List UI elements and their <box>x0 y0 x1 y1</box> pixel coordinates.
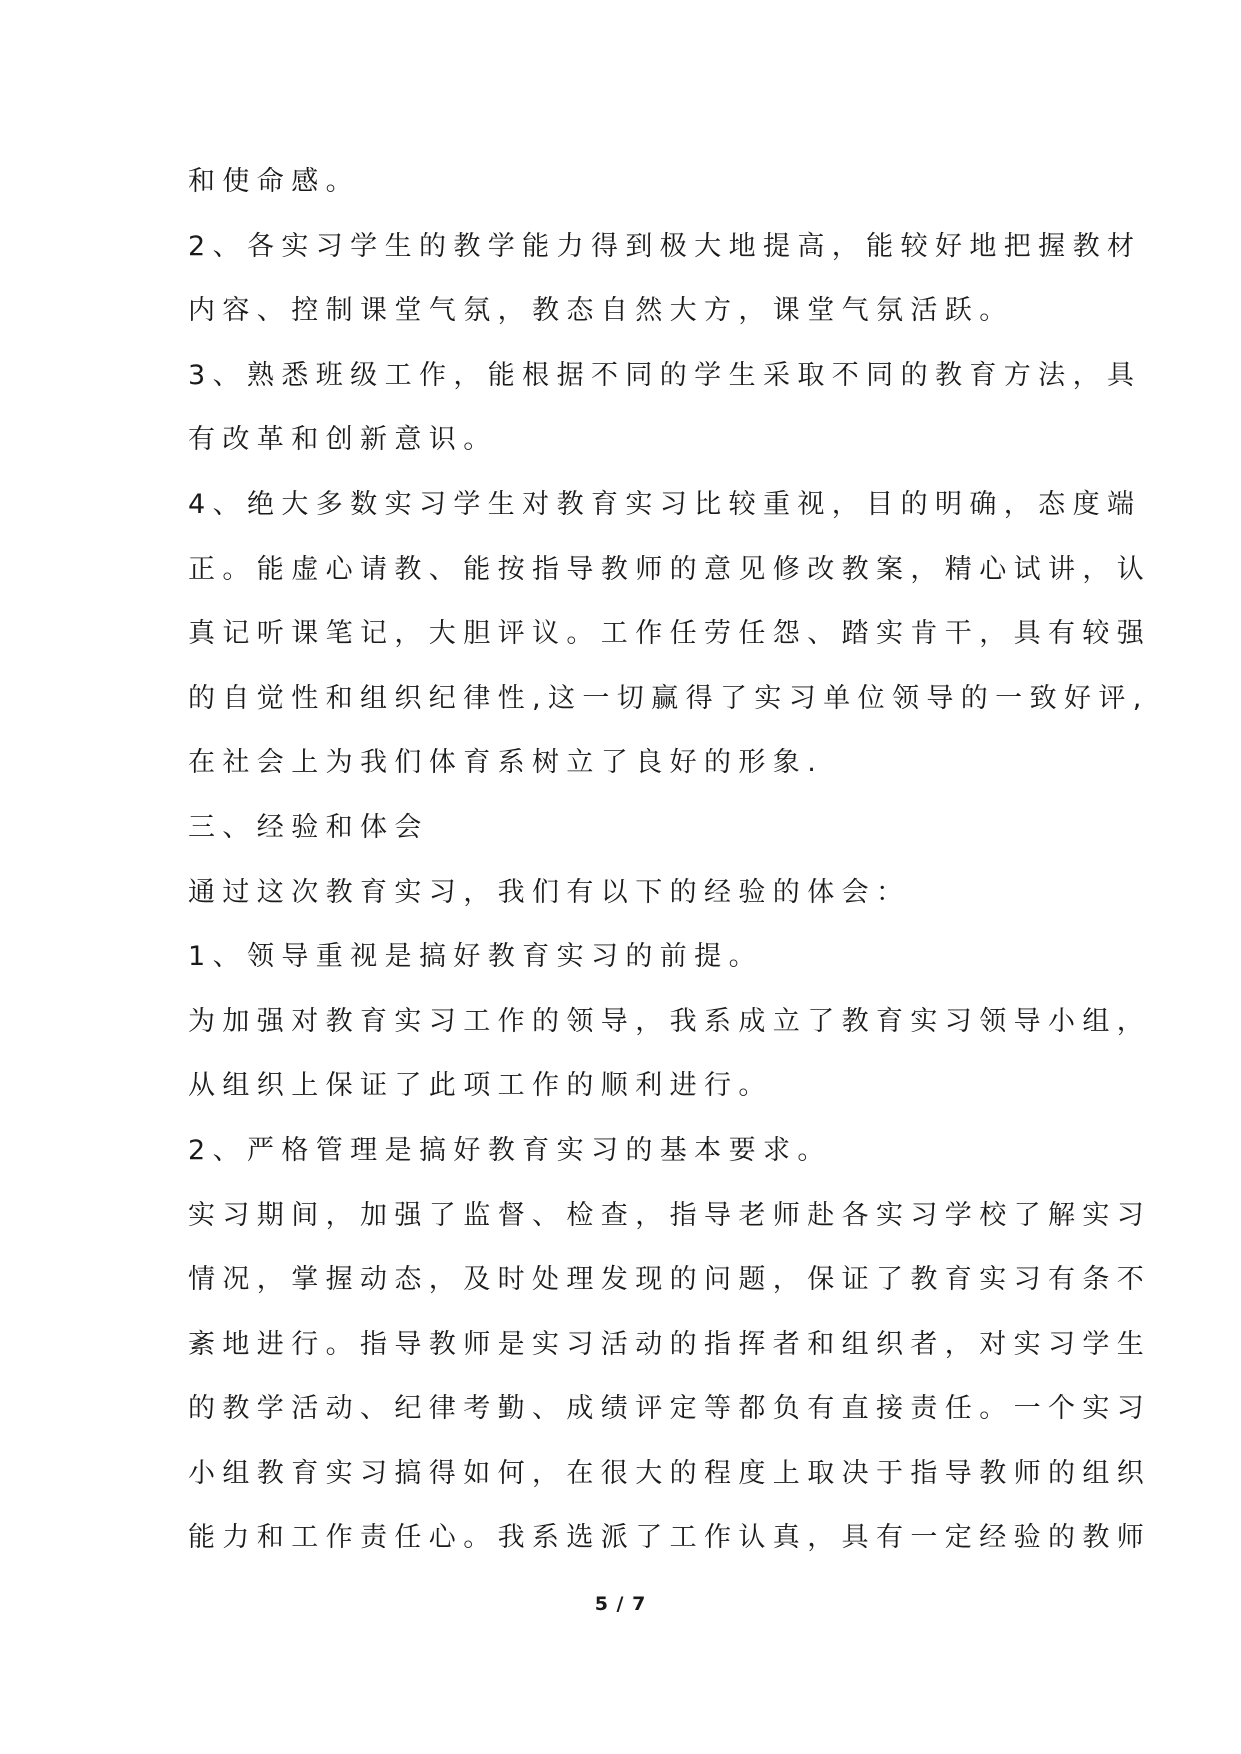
text-line: 小组教育实习搞得如何，在很大的程度上取决于指导教师的组织 <box>188 1457 1152 1489</box>
text-line: 为加强对教育实习工作的领导，我系成立了教育实习领导小组， <box>188 1005 1152 1037</box>
text-line: 内容、控制课堂气氛，教态自然大方，课堂气氛活跃。 <box>188 295 1014 327</box>
text-line: 的自觉性和组织纪律性,这一切赢得了实习单位领导的一致好评, <box>188 682 1149 714</box>
body-text <box>188 150 1152 1571</box>
text-line: 的教学活动、纪律考勤、成绩评定等都负有直接责任。一个实习 <box>188 1393 1152 1425</box>
text-line: 实习期间，加强了监督、检查，指导老师赴各实习学校了解实习 <box>188 1199 1152 1231</box>
text-line: 2、各实习学生的教学能力得到极大地提高，能较好地把握教材 <box>188 230 1142 262</box>
text-line: 情况，掌握动态，及时处理发现的问题，保证了教育实习有条不 <box>188 1264 1152 1296</box>
text-line: 紊地进行。指导教师是实习活动的指挥者和组织者，对实习学生 <box>188 1328 1152 1360</box>
text-line: 正。能虚心请教、能按指导教师的意见修改教案，精心试讲，认 <box>188 553 1152 585</box>
text-line: 4、绝大多数实习学生对教育实习比较重视，目的明确，态度端 <box>188 488 1142 520</box>
text-line: 3、熟悉班级工作，能根据不同的学生采取不同的教育方法，具 <box>188 359 1142 391</box>
text-line: 在社会上为我们体育系树立了良好的形象. <box>188 747 824 779</box>
text-line: 从组织上保证了此项工作的顺利进行。 <box>188 1070 773 1102</box>
section-heading: 三、经验和体会 <box>188 811 429 843</box>
text-line: 和使命感。 <box>188 166 360 197</box>
text-line: 能力和工作责任心。我系选派了工作认真，具有一定经验的教师 <box>188 1522 1152 1554</box>
subheading: 2、严格管理是搞好教育实习的基本要求。 <box>188 1134 832 1166</box>
page-number: 5 / 7 <box>594 1593 647 1615</box>
text-line: 通过这次教育实习，我们有以下的经验的体会： <box>188 876 911 908</box>
text-line: 有改革和创新意识。 <box>188 424 498 456</box>
text-line: 真记听课笔记，大胆评议。工作任劳任怨、踏实肯干，具有较强 <box>188 618 1152 650</box>
subheading: 1、领导重视是搞好教育实习的前提。 <box>188 941 763 973</box>
